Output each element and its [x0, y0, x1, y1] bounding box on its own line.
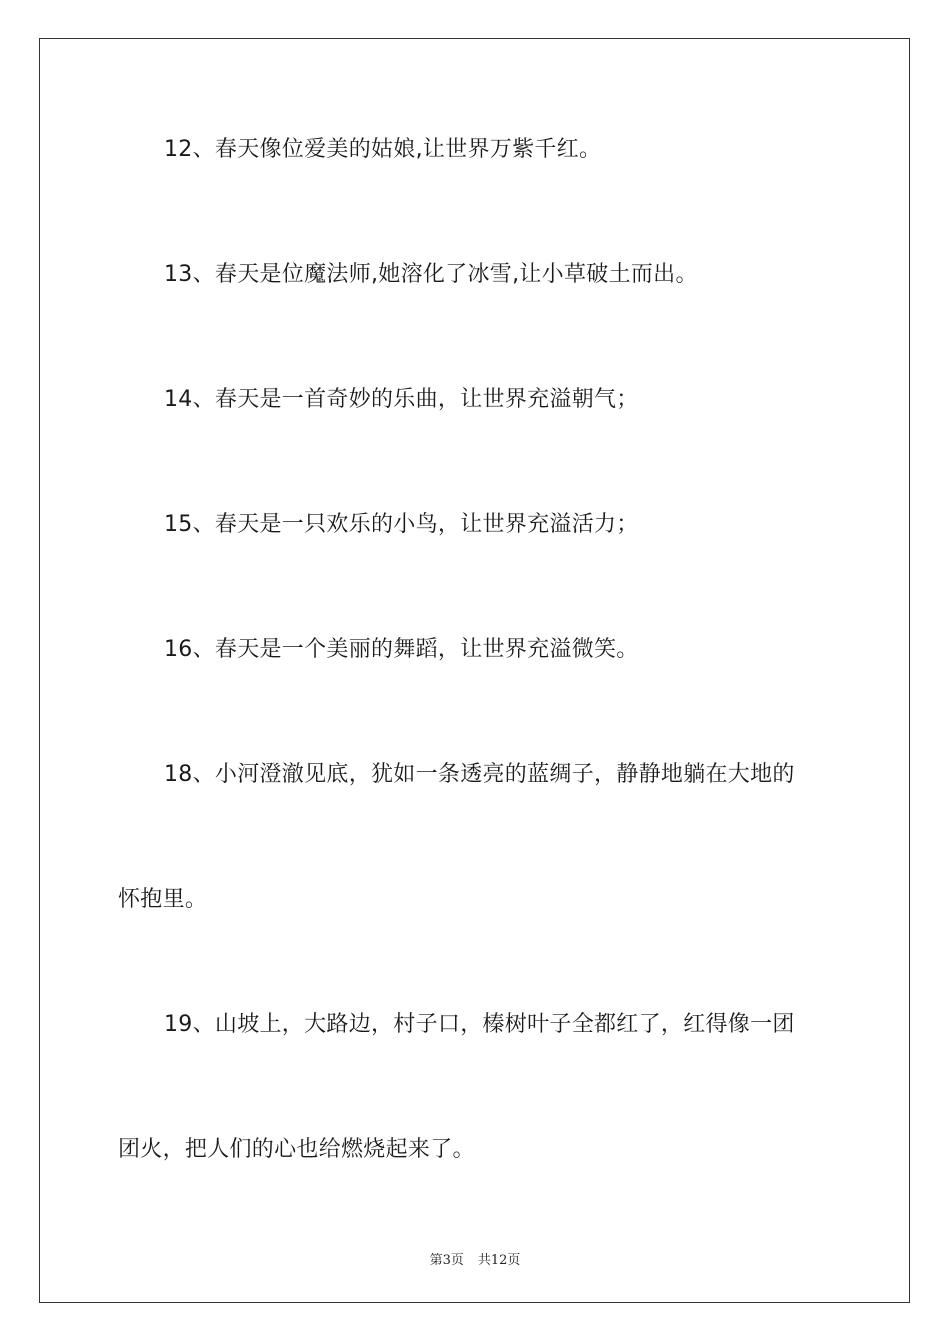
paragraph-13: 13、春天是位魔法师,她溶化了冰雪,让小草破土而出。 — [164, 262, 698, 287]
paragraph-18-line-2: 怀抱里。 — [118, 887, 208, 912]
paragraph-12: 12、春天像位爱美的姑娘,让世界万紫千红。 — [164, 137, 602, 162]
paragraph-19-line-1: 19、山坡上，大路边，村子口，榛树叶子全都红了，红得像一团 — [164, 1012, 795, 1037]
current-page-label: 第3页 — [429, 1253, 464, 1268]
total-pages-label: 共12页 — [477, 1253, 521, 1268]
paragraph-16: 16、春天是一个美丽的舞蹈，让世界充溢微笑。 — [164, 637, 639, 662]
paragraph-18-line-1: 18、小河澄澈见底，犹如一条透亮的蓝绸子，静静地躺在大地的 — [164, 762, 795, 787]
paragraph-19-line-2: 团火，把人们的心也给燃烧起来了。 — [118, 1137, 475, 1162]
page-footer — [0, 1249, 950, 1268]
page-border — [39, 38, 910, 1303]
paragraph-14: 14、春天是一首奇妙的乐曲，让世界充溢朝气； — [164, 387, 639, 412]
paragraph-15: 15、春天是一只欢乐的小鸟，让世界充溢活力； — [164, 512, 639, 537]
